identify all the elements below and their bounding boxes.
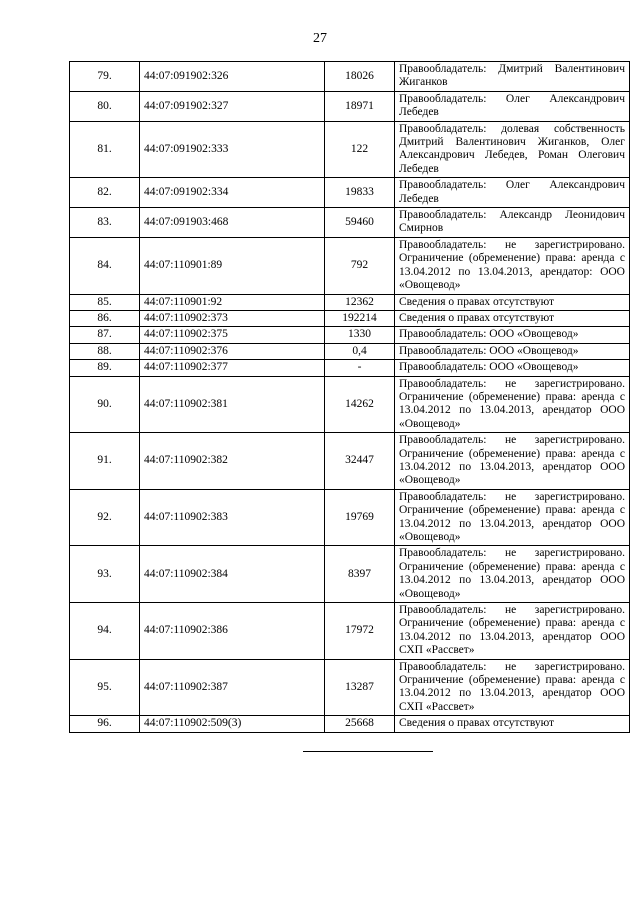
rights-info: Правообладатель: не зарегистрировано. Ограничение (обременение) права: аренда с 13.04.2012 по 13.04.2013, арендатор ООО СХП «Рассвет» [395,659,630,716]
table-row [70,62,630,92]
table-row [70,327,630,343]
cadastral-number: 44:07:110902:509(3) [140,716,325,732]
area-value: 14262 [325,376,395,433]
cadastral-number: 44:07:091902:326 [140,62,325,92]
row-number: 88. [70,343,140,359]
rights-info: Правообладатель: Александр Леонидович Смирнов [395,208,630,238]
rights-info: Правообладатель: не зарегистрировано. Ограничение (обременение) права: аренда с 13.04.2012 по 13.04.2013, арендатор ООО «Овощевод» [395,376,630,433]
area-value: 59460 [325,208,395,238]
area-value: 18026 [325,62,395,92]
cadastral-number: 44:07:091902:333 [140,121,325,178]
table-row [70,546,630,603]
table-row [70,237,630,294]
row-number: 87. [70,327,140,343]
rights-info: Сведения о правах отсутствуют [395,294,630,310]
row-number: 96. [70,716,140,732]
row-number: 86. [70,310,140,326]
area-value: 792 [325,237,395,294]
row-number: 91. [70,433,140,490]
cadastral-number: 44:07:091902:334 [140,178,325,208]
row-number: 83. [70,208,140,238]
row-number: 82. [70,178,140,208]
table-row [70,360,630,376]
rights-info: Правообладатель: Олег Александрович Лебедев [395,91,630,121]
area-value: - [325,360,395,376]
cadastral-number: 44:07:110902:375 [140,327,325,343]
cadastral-number: 44:07:110902:376 [140,343,325,359]
table-row [70,659,630,716]
row-number: 89. [70,360,140,376]
row-number: 94. [70,603,140,660]
area-value: 17972 [325,603,395,660]
rights-info: Правообладатель: Олег Александрович Лебедев [395,178,630,208]
rights-info: Правообладатель: не зарегистрировано. Ограничение (обременение) права: аренда с 13.04.2012 по 13.04.2013, арендатор ООО «Овощевод» [395,433,630,490]
table-row [70,716,630,732]
area-value: 12362 [325,294,395,310]
table-row [70,433,630,490]
area-value: 18971 [325,91,395,121]
rights-info: Правообладатель: Дмитрий Валентинович Жиганков [395,62,630,92]
rights-info: Правообладатель: ООО «Овощевод» [395,360,630,376]
row-number: 92. [70,489,140,546]
table-body [70,62,630,733]
cadastral-number: 44:07:091903:468 [140,208,325,238]
area-value: 8397 [325,546,395,603]
rights-info: Правообладатель: не зарегистрировано. Ограничение (обременение) права: аренда с 13.04.2012 по 13.04.2013, арендатор ООО СХП «Рассвет» [395,603,630,660]
footer-divider [303,751,433,752]
cadastral-number: 44:07:110902:377 [140,360,325,376]
row-number: 84. [70,237,140,294]
row-number: 95. [70,659,140,716]
rights-info: Правообладатель: ООО «Овощевод» [395,327,630,343]
area-value: 32447 [325,433,395,490]
table-row [70,343,630,359]
table-row [70,121,630,178]
row-number: 90. [70,376,140,433]
page-number: 27 [313,31,327,46]
rights-info: Правообладатель: не зарегистрировано. Ограничение (обременение) права: аренда с 13.04.2012 по 13.04.2013, арендатор: ООО «Овощевод» [395,237,630,294]
area-value: 19769 [325,489,395,546]
cadastral-number: 44:07:110902:386 [140,603,325,660]
cadastral-number: 44:07:110901:92 [140,294,325,310]
area-value: 192214 [325,310,395,326]
table-row [70,91,630,121]
row-number: 81. [70,121,140,178]
area-value: 122 [325,121,395,178]
rights-info: Сведения о правах отсутствуют [395,716,630,732]
table-row [70,376,630,433]
rights-info: Правообладатель: не зарегистрировано. Ограничение (обременение) права: аренда с 13.04.2012 по 13.04.2013, арендатор ООО «Овощевод» [395,546,630,603]
area-value: 25668 [325,716,395,732]
row-number: 80. [70,91,140,121]
cadastral-number: 44:07:110902:373 [140,310,325,326]
cadastral-number: 44:07:110902:387 [140,659,325,716]
rights-info: Правообладатель: ООО «Овощевод» [395,343,630,359]
cadastral-number: 44:07:110902:384 [140,546,325,603]
cadastral-number: 44:07:110902:382 [140,433,325,490]
table-row [70,208,630,238]
area-value: 0,4 [325,343,395,359]
rights-info: Сведения о правах отсутствуют [395,310,630,326]
table-row [70,489,630,546]
cadastral-number: 44:07:110902:381 [140,376,325,433]
area-value: 1330 [325,327,395,343]
area-value: 13287 [325,659,395,716]
row-number: 93. [70,546,140,603]
land-plot-table [69,61,630,733]
row-number: 79. [70,62,140,92]
table-row [70,310,630,326]
rights-info: Правообладатель: не зарегистрировано. Ограничение (обременение) права: аренда с 13.04.2012 по 13.04.2013, арендатор ООО «Овощевод» [395,489,630,546]
cadastral-number: 44:07:110902:383 [140,489,325,546]
rights-info: Правообладатель: долевая собственность Дмитрий Валентинович Жиганков, Олег Александрович Лебедев, Роман Олегович Лебедев [395,121,630,178]
table-row [70,294,630,310]
row-number: 85. [70,294,140,310]
area-value: 19833 [325,178,395,208]
cadastral-number: 44:07:110901:89 [140,237,325,294]
table-row [70,603,630,660]
cadastral-number: 44:07:091902:327 [140,91,325,121]
table-row [70,178,630,208]
